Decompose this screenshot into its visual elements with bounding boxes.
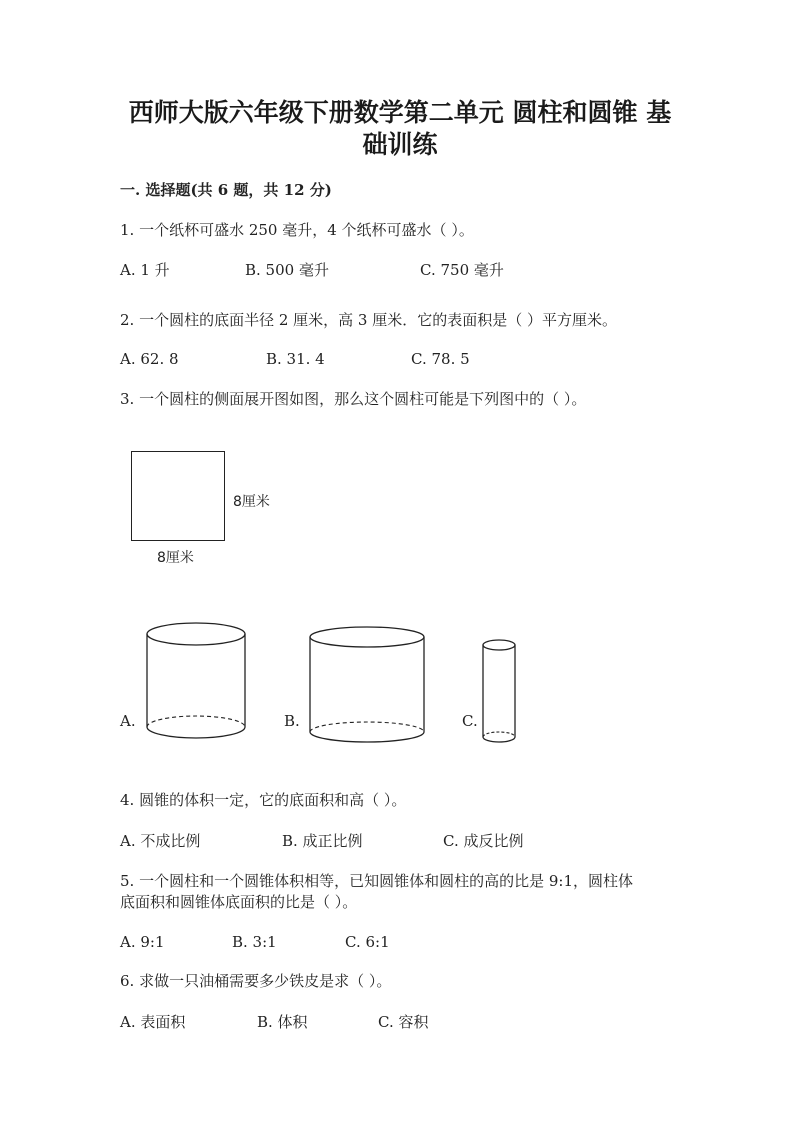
q3-option-a: A. xyxy=(120,712,136,730)
page-title xyxy=(120,97,680,161)
cylinder-c xyxy=(480,637,520,747)
title-line-2: 础训练 xyxy=(362,130,438,159)
q6-option-b: B. 体积 xyxy=(257,1013,308,1031)
q4-option-c: C. 成反比例 xyxy=(443,832,524,850)
question-5-line-1: 5. 一个圆柱和一个圆锥体积相等，已知圆锥体和圆柱的高的比是 9:1，圆柱体 xyxy=(120,872,633,890)
question-6: 6. 求做一只油桶需要多少铁皮是求（ ）。 xyxy=(120,972,392,990)
q2-option-c: C. 78. 5 xyxy=(411,350,470,368)
q5-option-a: A. 9:1 xyxy=(120,933,165,951)
cylinder-a xyxy=(144,620,248,745)
q1-option-c: C. 750 毫升 xyxy=(420,261,504,279)
question-4: 4. 圆锥的体积一定，它的底面积和高（ ）。 xyxy=(120,791,407,809)
q4-option-a: A. 不成比例 xyxy=(120,832,201,850)
q6-option-a: A. 表面积 xyxy=(120,1013,186,1031)
q1-option-b: B. 500 毫升 xyxy=(245,261,329,279)
side-length-label: 8厘米 xyxy=(233,494,270,510)
q1-option-a: A. 1 升 xyxy=(120,261,170,279)
q3-option-c: C. xyxy=(462,712,478,730)
bottom-length-label: 8厘米 xyxy=(157,550,194,566)
q4-option-b: B. 成正比例 xyxy=(282,832,363,850)
question-3: 3. 一个圆柱的侧面展开图如图，那么这个圆柱可能是下列图中的（ ）。 xyxy=(120,390,587,408)
q2-option-b: B. 31. 4 xyxy=(266,350,325,368)
cylinder-b xyxy=(306,624,428,749)
question-1: 1. 一个纸杯可盛水 250 毫升，4 个纸杯可盛水（ ）。 xyxy=(120,221,474,239)
question-2: 2. 一个圆柱的底面半径 2 厘米，高 3 厘米．它的表面积是（ ）平方厘米。 xyxy=(120,311,618,329)
question-5-line-2: 底面积和圆锥体底面积的比是（ ）。 xyxy=(120,893,358,911)
q2-option-a: A. 62. 8 xyxy=(120,350,179,368)
title-line-1: 西师大版六年级下册数学第二单元 圆柱和圆锥 基 xyxy=(128,98,672,127)
q6-option-c: C. 容积 xyxy=(378,1013,429,1031)
q5-option-b: B. 3:1 xyxy=(232,933,277,951)
q5-option-c: C. 6:1 xyxy=(345,933,390,951)
section-heading: 一. 选择题(共 6 题，共 12 分) xyxy=(120,181,332,199)
side-unfolded-square xyxy=(131,451,225,541)
q3-option-b: B. xyxy=(284,712,300,730)
